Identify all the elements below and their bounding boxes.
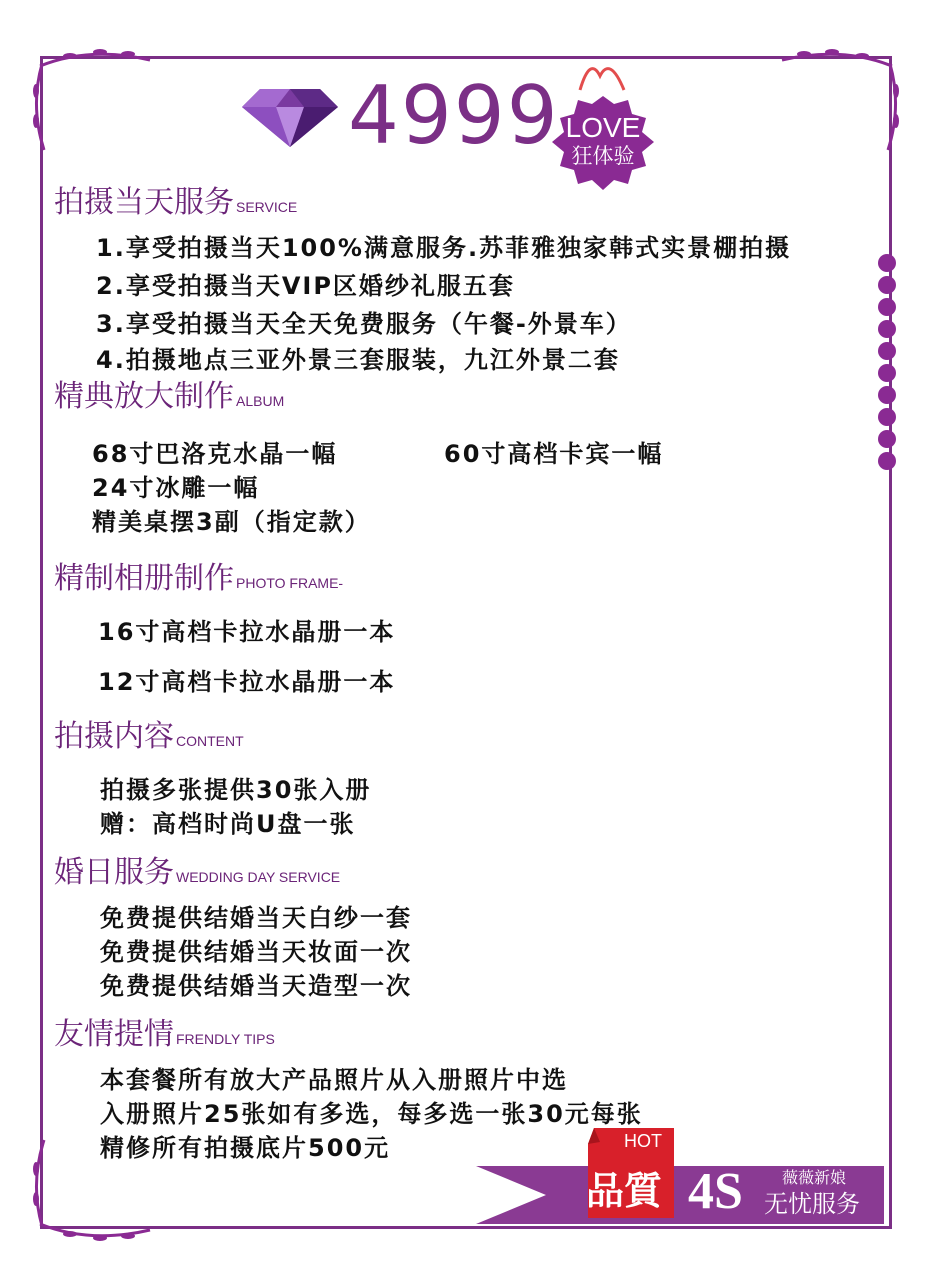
dot-column xyxy=(878,254,902,474)
hot-label: HOT xyxy=(624,1131,662,1151)
vine-ornament-top-right xyxy=(772,46,902,156)
service-slogan: 无忧服务 xyxy=(764,1190,860,1218)
badge-love-text: LOVE xyxy=(565,112,641,143)
content-item-1: 拍摄多张提供30张入册 xyxy=(100,776,372,804)
service-line-2: 2.享受拍摄当天VIP区婚纱礼服五套 xyxy=(96,272,515,300)
frame-item-2: 12寸高档卡拉水晶册一本 xyxy=(98,668,396,696)
album-item-4: 精美桌摆3副（指定款） xyxy=(92,508,371,536)
frame-item-1: 16寸高档卡拉水晶册一本 xyxy=(98,618,396,646)
album-item-3: 24寸冰雕一幅 xyxy=(92,474,260,502)
page-frame-bottom xyxy=(40,1226,892,1229)
service-line-3: 3.享受拍摄当天全天免费服务（午餐-外景车） xyxy=(96,310,632,338)
album-item-1: 68寸巴洛克水晶一幅 xyxy=(92,440,338,468)
tip-3: 精修所有拍摄底片500元 xyxy=(100,1134,391,1162)
content-item-2: 赠：高档时尚U盘一张 xyxy=(100,810,356,838)
section-title-photo-frame: 精制相册制作 PHOTO FRAME- xyxy=(54,561,344,596)
price: 4999 xyxy=(348,69,560,162)
section-title-content: 拍摄内容 CONTENT xyxy=(54,719,244,754)
section-title-tips: 友情提情 FRENDLY TIPS xyxy=(54,1017,275,1052)
section-title-album: 精典放大制作 ALBUM xyxy=(54,379,285,414)
vine-ornament-top-left xyxy=(30,46,160,156)
section-title-service: 拍摄当天服务 SERVICE xyxy=(54,185,298,220)
brand-name: 薇薇新娘 xyxy=(782,1168,847,1187)
wedding-item-3: 免费提供结婚当天造型一次 xyxy=(100,972,412,1000)
service-line-4: 4.拍摄地点三亚外景三套服装，九江外景二套 xyxy=(96,346,620,374)
wedding-item-2: 免费提供结婚当天妆面一次 xyxy=(100,938,412,966)
tip-1: 本套餐所有放大产品照片从入册照片中选 xyxy=(100,1066,568,1094)
wedding-item-1: 免费提供结婚当天白纱一套 xyxy=(100,904,412,932)
section-title-wedding-day: 婚日服务 WEDDING DAY SERVICE xyxy=(54,855,341,890)
badge-subtitle: 狂体验 xyxy=(571,144,635,168)
tip-2: 入册照片25张如有多选，每多选一张30元每张 xyxy=(100,1100,643,1128)
service-line-1: 1.享受拍摄当天100%满意服务.苏菲雅独家韩式实景棚拍摄 xyxy=(96,234,792,262)
quality-label: 品質 xyxy=(586,1169,663,1213)
album-item-2: 60寸高档卡宾一幅 xyxy=(444,440,664,468)
four-s-label: 4S xyxy=(688,1163,743,1220)
diamond-icon xyxy=(240,85,340,149)
